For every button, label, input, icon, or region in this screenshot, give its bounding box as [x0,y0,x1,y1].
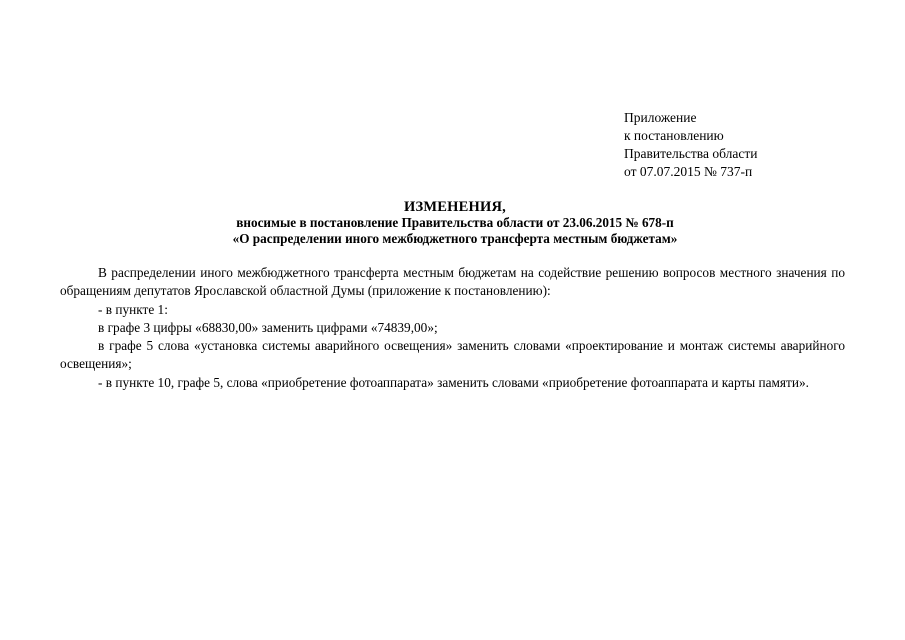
heading-subtitle-1: вносимые в постановление Правительства области от 23.06.2015 № 678-п [236,215,674,230]
appendix-line-3: Правительства области [624,146,758,161]
paragraph-intro: В распределении иного межбюджетного трансферта местным бюджетам на содействие решению вопросов местного значения по обращениям депутатов Ярославской областной Думы (приложение к постановлению): [60,265,845,299]
appendix-block [624,109,864,181]
document-body [60,264,845,392]
heading-subtitle-2: «О распределении иного межбюджетного трансферта местным бюджетам» [232,231,678,246]
document-heading [60,200,850,247]
paragraph-item-10: - в пункте 10, графе 5, слова «приобретение фотоаппарата» заменить словами «приобретение фотоаппарата и карты памяти». [98,374,809,390]
paragraph-item-1-col-5: в графе 5 слова «установка системы аварийного освещения» заменить словами «проектирование и монтаж системы аварийного освещения»; [60,338,845,372]
paragraph-item-1: - в пункте 1: [98,301,168,317]
heading-title: ИЗМЕНЕНИЯ, [404,199,506,215]
appendix-line-1: Приложение [624,110,697,125]
appendix-line-2: к постановлению [624,128,724,143]
appendix-line-4: от 07.07.2015 № 737-п [624,164,753,179]
paragraph-item-1-col-3: в графе 3 цифры «68830,00» заменить цифрами «74839,00»; [98,319,438,335]
